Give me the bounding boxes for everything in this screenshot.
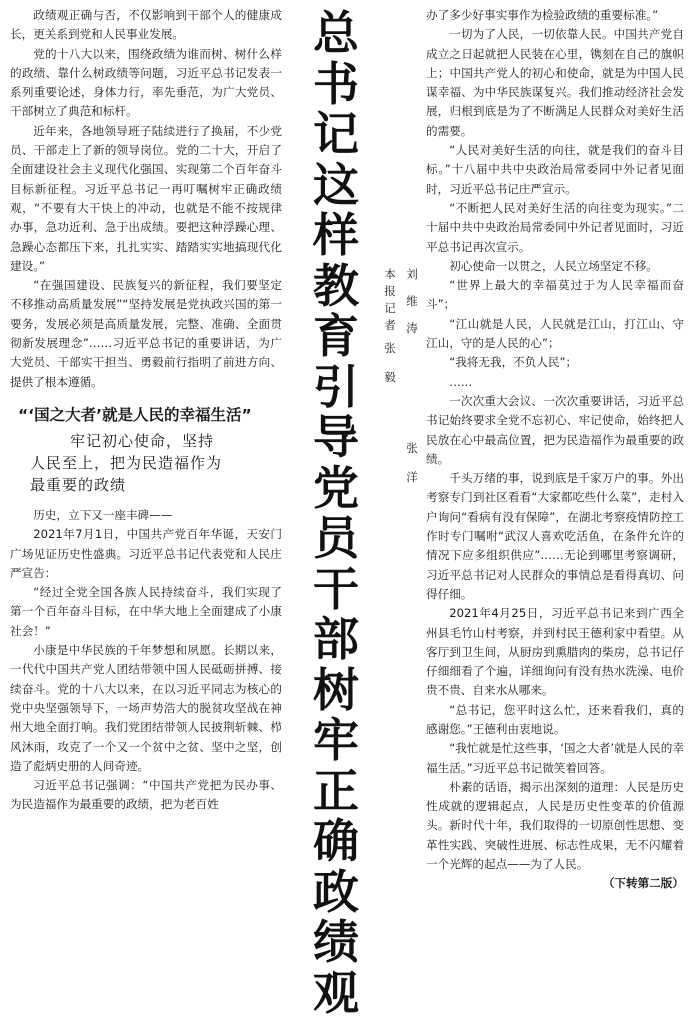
left-paragraphs-top: [10, 6, 282, 392]
headline-char: 员: [313, 511, 359, 565]
headline-char: 政: [313, 864, 359, 919]
headline-char: 育: [313, 309, 359, 363]
headline-char: 观: [313, 965, 359, 1020]
paragraph: “我将无我，不负人民”；: [449, 355, 578, 370]
headline-char: 这: [313, 157, 359, 212]
subhead-deck: [10, 430, 282, 496]
left-paragraphs-bottom: [10, 506, 282, 815]
headline-char: 干: [313, 561, 359, 616]
byline-char: 洋: [406, 470, 418, 484]
headline-char: 党: [313, 460, 359, 515]
byline-char: 本: [384, 267, 396, 281]
paragraph: 初心使命一以贯之，人民立场坚定不移。: [449, 258, 658, 273]
paragraph: “人民对美好生活的向往，就是我们的奋斗目标。”十八届中共中央政治局常委同中外记者见面时，习近平总书记庄严宣示。: [426, 143, 684, 196]
byline-char: 报: [384, 284, 396, 298]
paragraph: 习近平总书记强调：“中国共产党把为民办事、为民造福作为最重要的政绩，把为老百姓: [10, 778, 282, 812]
byline-author: [404, 440, 420, 486]
headline-char: 部: [313, 612, 359, 666]
paragraph: “世界上最大的幸福莫过于为人民幸福而奋斗”；: [426, 278, 684, 312]
headline-char: 书: [313, 56, 359, 111]
section-subhead: [10, 404, 282, 496]
paragraph: “经过全党全国各族人民持续奋斗，我们实现了第一个百年奋斗目标，在中华大地上全面建成了小康社会！”: [10, 585, 282, 638]
byline-char: 张: [406, 441, 418, 455]
right-text-column: [426, 6, 684, 891]
headline-char: 引: [313, 359, 359, 414]
byline-char: 毅: [384, 370, 396, 384]
paragraph: 朴素的话语，揭示出深刻的道理：人民是历史性成就的逻辑起点，人民是历史性变革的价值源头。新时代十年，我们取得的一切原创性思想、变革性实践、突破性进展、标志性成果，无不闪耀着一个光辉的起点——为了人民。: [426, 779, 684, 872]
paragraph: 小康是中华民族的千年梦想和夙愿。长期以来，一代代中国共产党人团结带领中国人民砥砺拼搏、接续奋斗。党的十八大以来，在以习近平同志为核心的党中央坚强领导下，一场声势浩大的脱贫攻坚战在神州大地全面打响。我们党团结带领人民披荆斩棘、栉风沐雨，攻克了一个又一个贫中之贫、坚中之坚，创造了彪炳史册的人间奇迹。: [10, 643, 282, 773]
byline-author: [404, 266, 420, 337]
paragraph: 一次次重大会议、一次次重要讲话，习近平总书记始终要求全党不忘初心、牢记使命，始终把人民放在心中最高位置，把为民造福作为最重要的政绩。: [426, 393, 684, 466]
subhead-line: 人民至上，把为民造福作为: [30, 453, 223, 472]
headline-char: 正: [313, 763, 359, 818]
right-paragraphs: [426, 6, 684, 874]
paragraph: 近年来，各地领导班子陆续进行了换届，不少党员、干部走上了新的领导岗位。党的二十大，开启了全面建设社会主义现代化强国、实现第二个百年奋斗目标新征程。习近平总书记一再叮嘱树牢正确政绩观，“不要有大干快上的冲动，也就是不能不按规律办事，急功近利、急于出成绩。要把这种浮躁心理、急躁心态都压下来，扎扎实实、踏踏实实地搞现代化建设。”: [10, 123, 282, 273]
paragraph: “总书记，您平时这么忙，还来看我们，真的感谢您。”王德利由衷地说。: [426, 702, 684, 736]
paragraph: 党的十八大以来，围绕政绩为谁而树、树什么样的政绩、靠什么树政绩等问题，习近平总书记发表一系列重要论述，身体力行，率先垂范，为广大党员、干部树立了典范和标杆。: [10, 46, 282, 119]
headline-char: 总: [313, 6, 359, 60]
headline-char: 绩: [313, 915, 359, 969]
left-text-column: [10, 6, 282, 812]
headline-char: 样: [313, 208, 359, 262]
byline-char: 记: [384, 301, 396, 315]
headline-char: 导: [313, 410, 359, 464]
byline-char: 者: [384, 318, 396, 332]
subhead-line: 最重要的政绩: [30, 475, 127, 494]
paragraph: 历史，立下又一座丰碑——: [33, 507, 173, 522]
paragraph: 政绩观正确与否，不仅影响到干部个人的健康成长，更关系到党和人民事业发展。: [10, 8, 282, 42]
paragraph: 办了多少好事实事作为检验政绩的重要标准。”: [426, 8, 659, 22]
paragraph: “在强国建设、民族复兴的新征程，我们要坚定不移推动高质量发展”“坚持发展是党执政兴国的第一要务，发展必须是高质量发展，完整、准确、全面贯彻新发展理念”……习近平总书记的重要讲话，为广大党员、干部实干担当、勇毅前行指明了前进方向、提供了根本遵循。: [10, 278, 282, 389]
headline-char: 教: [313, 258, 359, 313]
byline-author: [382, 340, 398, 386]
paragraph: ……: [449, 374, 473, 389]
continued-note: （下转第二版）: [602, 876, 684, 891]
byline-label: [382, 266, 398, 334]
headline-char: 确: [313, 814, 359, 868]
byline-char: 刘: [406, 267, 418, 281]
paragraph: “不断把人民对美好生活的向往变为现实。”二十届中共中央政治局常委同中外记者见面时，习近平总书记再次宣示。: [426, 200, 684, 254]
article-headline: [296, 6, 376, 1020]
paragraph: 一切为了人民，一切依靠人民。中国共产党自成立之日起就把人民装在心里，镌刻在自己的旗帜上；中国共产党人的初心和使命，就是为中国人民谋幸福、为中华民族谋复兴。我们推动经济社会发展，归根到底是为了不断满足人民群众对美好生活的需要。: [426, 27, 684, 138]
subhead-line: 牢记初心使命，坚持: [70, 431, 215, 450]
byline-char: 涛: [406, 321, 418, 335]
byline-char: 张: [384, 341, 396, 355]
paragraph: 2021年7月1日，中国共产党百年华诞，天安门广场见证历史性盛典。习近平总书记代表党和人民庄严宣告：: [10, 527, 282, 580]
byline-char: 维: [406, 294, 418, 308]
paragraph: 2021年4月25日，习近平总书记来到广西全州县毛竹山村考察，并到村民王德利家中看望。从客厅到卫生间，从厨房到熏腊肉的柴房，总书记仔仔细细看了个遍，详细询问有没有热水洗澡、电价贵不贵、自来水从哪来。: [426, 606, 684, 698]
subhead-title: “‘国之大者’就是人民的幸福生活”: [18, 405, 252, 424]
paragraph: 千头万绪的事，说到底是千家万户的事。外出考察专门到社区看看“大家都吃些什么菜”，走村入户询问“看病有没有保障”，在湖北考察疫情防控工作时专门嘱咐“武汉人喜欢吃活鱼，在条件允许的情况下应多组织供应”……无论到哪里考察调研，习近平总书记对人民群众的事情总是看得真切、问得仔细。: [426, 471, 684, 601]
paragraph: “我忙就是忙这些事，‘国之大者’就是人民的幸福生活。”习近平总书记微笑着回答。: [426, 741, 684, 775]
headline-char: 记: [313, 107, 359, 161]
paragraph: “江山就是人民，人民就是江山，打江山、守江山，守的是人民的心”；: [426, 316, 684, 351]
headline-char: 树: [313, 662, 359, 717]
headline-char: 牢: [313, 713, 359, 767]
